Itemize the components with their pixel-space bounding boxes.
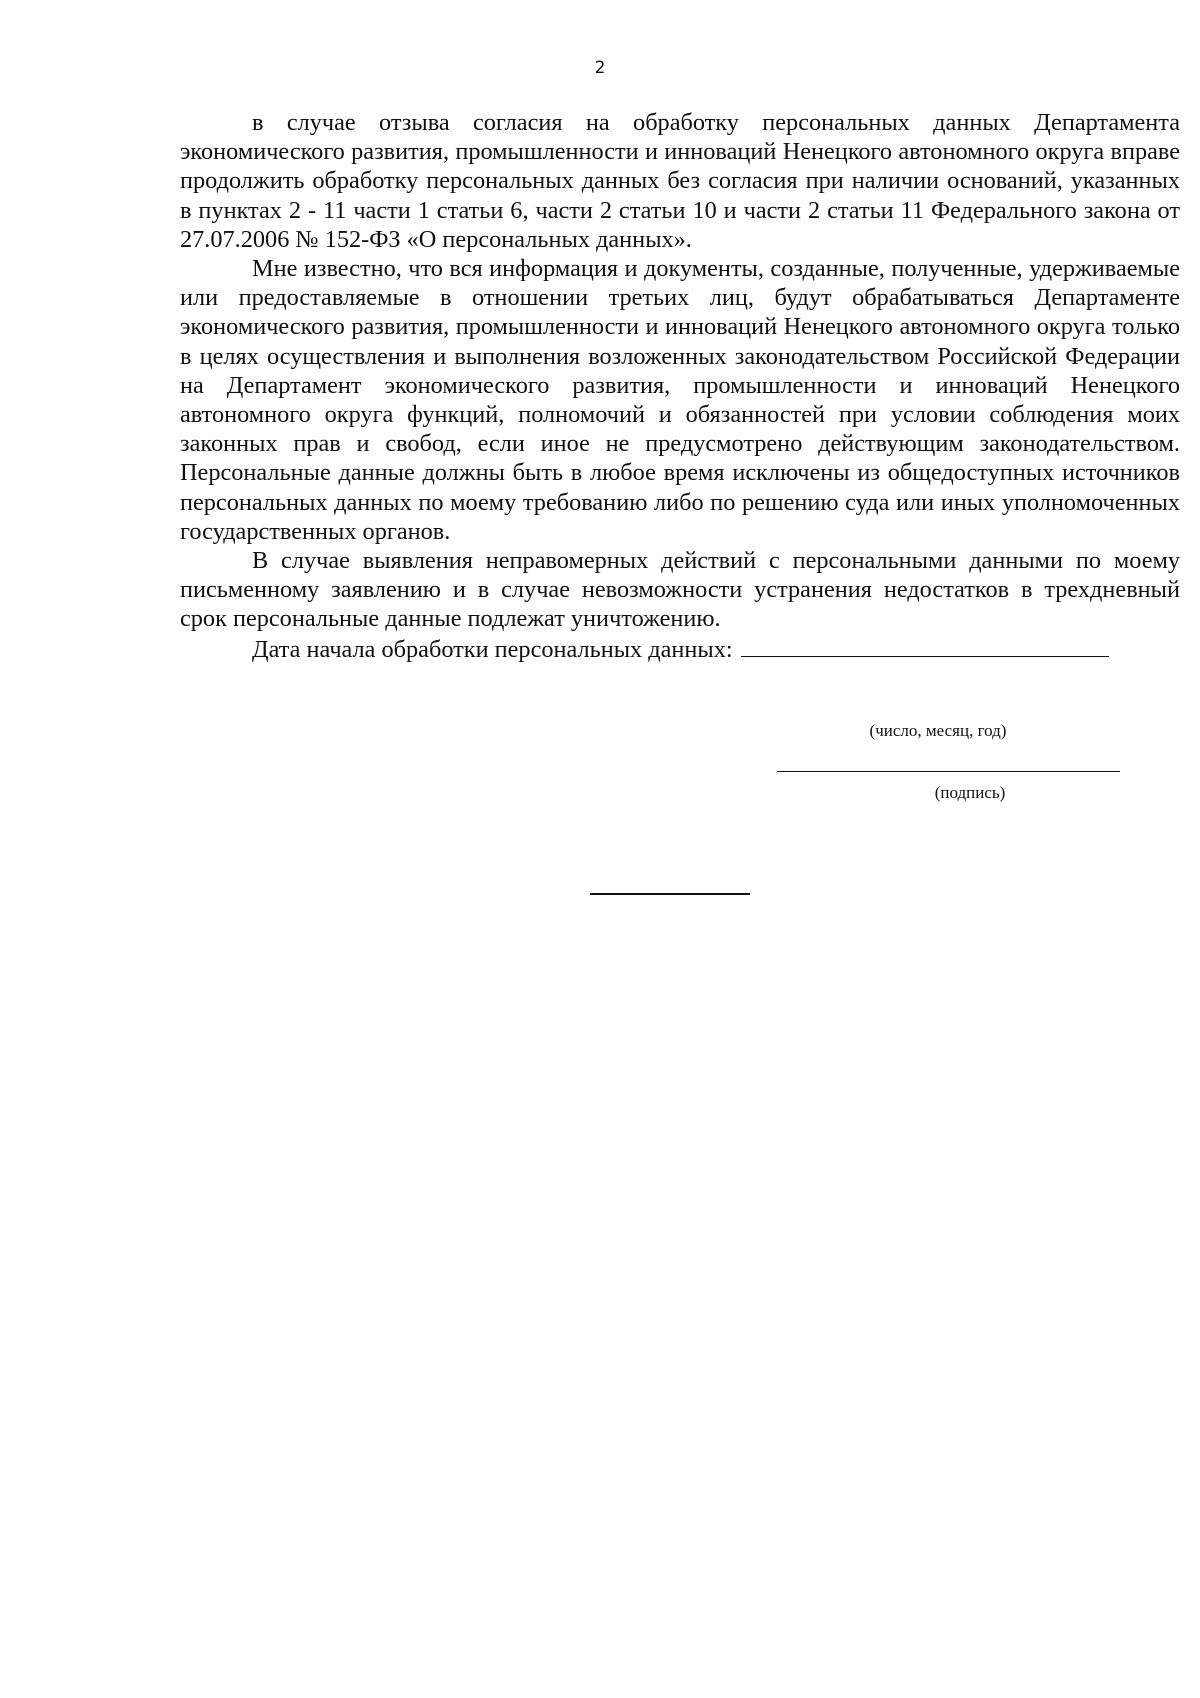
paragraph-processing-purposes: Мне известно, что вся информация и документы, созданные, полученные, удерживаемые или предоставляемые в отношении третьих лиц, будут обрабатываться Департаменте экономического развития, промышленности и инноваций Ненецкого автономного округа только в целях осуществления и выполнения возложенных законодательством Российской Федерации на Департамент экономического развития, промышленности и инноваций Ненецкого автономного округа функций, полномочий и обязанностей при условии соблюдения моих законных прав и свобод, если иное не предусмотрено действующим законодательством. Персональные данные должны быть в любое время исключены из общедоступных источников персональных данных по моему требованию либо по решению суда или иных уполномоченных государственных органов.	[180, 255, 1180, 545]
processing-start-date-blank[interactable]	[741, 634, 1109, 657]
document-body	[180, 108, 1180, 664]
paragraph-consent-withdrawal: в случае отзыва согласия на обработку персональных данных Департамента экономического развития, промышленности и инноваций Ненецкого автономного округа вправе продолжить обработку персональных данных без согласия при наличии оснований, указанных в пунктах 2 - 11 части 1 статьи 6, части 2 статьи 10 и части 2 статьи 11 Федерального закона от 27.07.2006 № 152-ФЗ «О персональных данных».	[180, 109, 1180, 253]
signature-blank[interactable]	[777, 771, 1120, 772]
page-number: 2	[594, 58, 606, 78]
document-end-rule	[590, 893, 750, 895]
signature-caption: (подпись)	[934, 783, 1006, 802]
date-caption: (число, месяц, год)	[869, 721, 1007, 740]
processing-start-date-line	[180, 634, 1180, 664]
processing-start-date-label: Дата начала обработки персональных данных:	[252, 635, 733, 663]
paragraph-data-destruction: В случае выявления неправомерных действий с персональными данными по моему письменному заявлению и в случае невозможности устранения недостатков в трехдневный срок персональные данные подлежат уничтожению.	[180, 547, 1180, 633]
